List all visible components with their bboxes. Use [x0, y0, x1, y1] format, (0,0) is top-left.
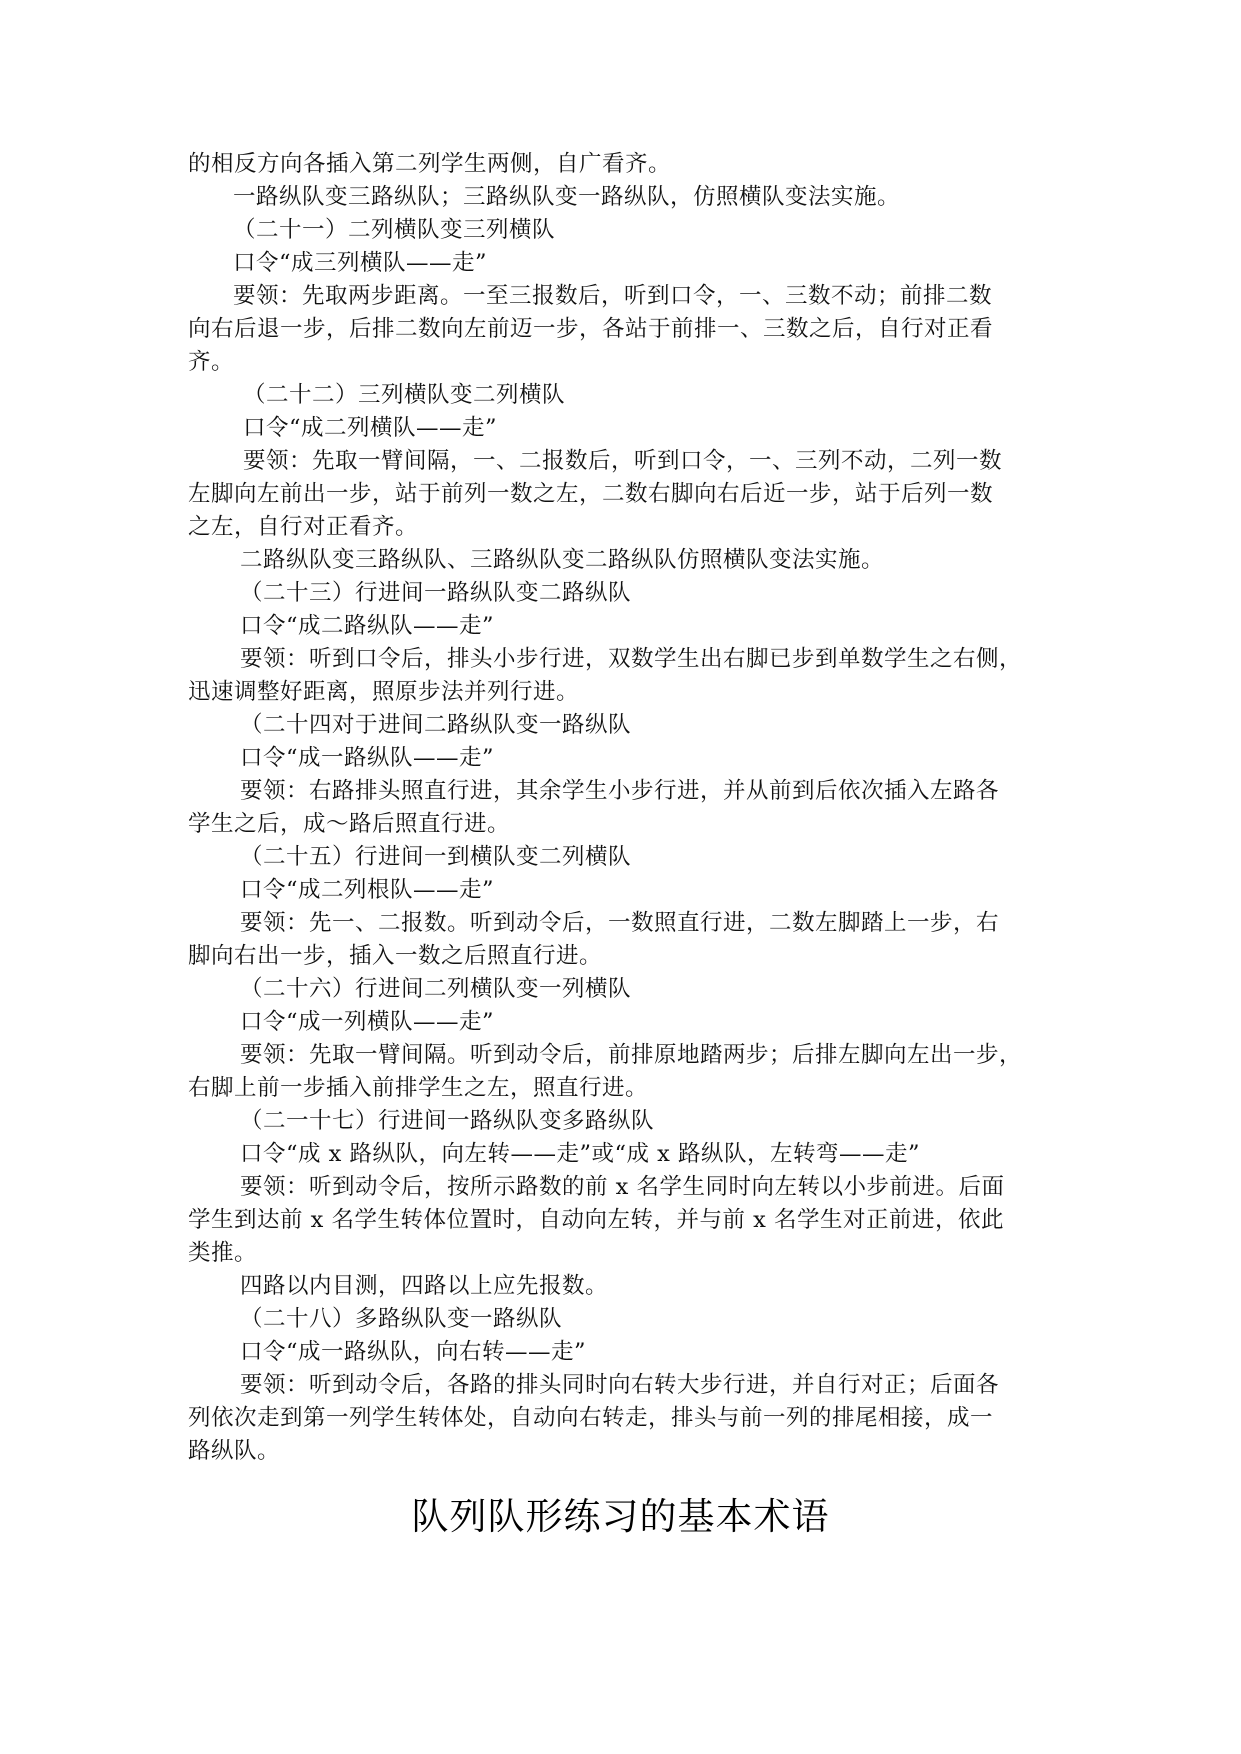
section-heading: （二十五）行进间一到横队变二列横队	[240, 844, 632, 870]
text-line: 类推。	[188, 1240, 258, 1266]
text-line: 路纵队。	[188, 1438, 281, 1464]
command-line: 口令“成一路纵队，向右转——走”	[240, 1339, 587, 1365]
section-heading: （二十四对于进间二路纵队变一路纵队	[240, 712, 632, 738]
text-line: 之左，自行对正看齐。	[188, 514, 419, 540]
text-line: 要领：先一、二报数。听到动令后，一数照直行进，二数左脚踏上一步，右	[240, 910, 1000, 936]
command-line: 口令“成二路纵队——走”	[240, 613, 495, 639]
text-line: 学生到达前 x 名学生转体位置时，自动向左转，并与前 x 名学生对正前进，依此	[188, 1207, 1004, 1233]
text-line: 向右后退一步，后排二数向左前迈一步，各站于前排一、三数之后，自行对正看	[188, 316, 994, 342]
text-line: 迅速调整好距离，照原步法并列行进。	[188, 679, 580, 705]
section-heading: （二十三）行进间一路纵队变二路纵队	[240, 580, 632, 606]
text-line: 要领：听到口令后，排头小步行进，双数学生出右脚已步到单数学生之右侧，	[240, 646, 1023, 672]
command-line: 口令“成三列横队——走”	[233, 250, 488, 276]
page-title: 队列队形练习的基本术语	[411, 1495, 830, 1538]
section-heading: （二一十七）行进间一路纵队变多路纵队	[240, 1108, 655, 1134]
section-heading: （二十二）三列横队变二列横队	[243, 382, 566, 408]
command-line: 口令“成 x 路纵队，向左转——走”或“成 x 路纵队，左转弯——走”	[240, 1141, 920, 1167]
section-heading: （二十六）行进间二列横队变一列横队	[240, 976, 632, 1002]
text-line: 齐。	[188, 349, 235, 375]
text-line: 要领：先取两步距离。一至三报数后，听到口令，一、三数不动；前排二数	[233, 283, 993, 309]
command-line: 口令“成一路纵队——走”	[240, 745, 495, 771]
command-line: 口令“成二列根队——走”	[240, 877, 495, 903]
text-line: 四路以内目测，四路以上应先报数。	[240, 1273, 609, 1299]
text-line: 二路纵队变三路纵队、三路纵队变二路纵队仿照横队变法实施。	[240, 547, 885, 573]
text-line: 学生之后，成～路后照直行进。	[188, 811, 511, 837]
section-heading: （二十一）二列横队变三列横队	[233, 217, 556, 243]
text-line: 要领：先取一臂间隔。听到动令后，前排原地踏两步；后排左脚向左出一步，	[240, 1042, 1023, 1068]
text-line: 要领：听到动令后，各路的排头同时向右转大步行进，并自行对正；后面各	[240, 1372, 1000, 1398]
text-line: 列依次走到第一列学生转体处，自动向右转走，排头与前一列的排尾相接，成一	[188, 1405, 994, 1431]
section-heading: （二十八）多路纵队变一路纵队	[240, 1306, 563, 1332]
command-line: 口令“成一列横队——走”	[240, 1009, 495, 1035]
text-line: 右脚上前一步插入前排学生之左，照直行进。	[188, 1075, 649, 1101]
text-line: 左脚向左前出一步，站于前列一数之左，二数右脚向右后近一步，站于后列一数	[188, 481, 994, 507]
text-line: 要领：先取一臂间隔，一、二报数后，听到口令，一、三列不动，二列一数	[243, 448, 1003, 474]
command-line: 口令“成二列横队——走”	[243, 415, 498, 441]
text-line: 的相反方向各插入第二列学生两侧，自广看齐。	[188, 151, 672, 177]
text-line: 一路纵队变三路纵队；三路纵队变一路纵队，仿照横队变法实施。	[233, 184, 901, 210]
text-line: 要领：听到动令后，按所示路数的前 x 名学生同时向左转以小步前进。后面	[240, 1174, 1005, 1200]
text-line: 要领：右路排头照直行进，其余学生小步行进，并从前到后依次插入左路各	[240, 778, 1000, 804]
text-line: 脚向右出一步，插入一数之后照直行进。	[188, 943, 603, 969]
